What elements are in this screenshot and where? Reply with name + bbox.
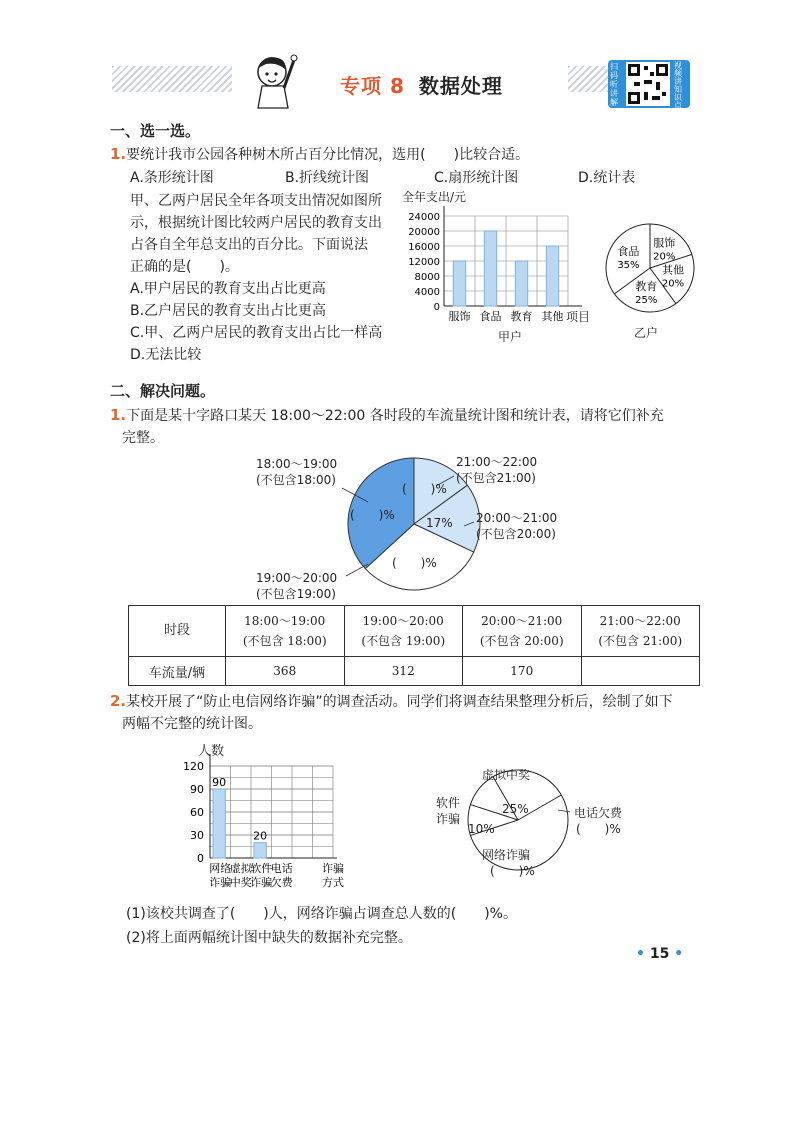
bar: [453, 261, 465, 306]
qr-right-text: 视频讲知识点: [674, 61, 682, 110]
pie1-label-21-22-time: 21:00～22:00: [456, 455, 538, 469]
pie1-label-19-20-note: (不包含19:00): [256, 587, 336, 601]
topic-title: 数据处理: [418, 74, 503, 98]
problem-1-line-2: 完整。: [122, 430, 164, 446]
q2-option-d[interactable]: D.无法比较: [130, 347, 202, 363]
pie1-label-20-21-time: 20:00～21:00: [476, 511, 558, 525]
x-tick-label: 虚拟: [229, 862, 252, 875]
pie1-label-18-19: [256, 456, 337, 488]
dot-icon: •: [636, 946, 645, 962]
problem-1-number: 1.: [110, 406, 127, 424]
table-col-2: [344, 606, 463, 657]
x-tick-label: 其他: [541, 310, 564, 323]
table-col-4-note: (不包含 21:00): [598, 634, 683, 648]
problem-1: [110, 404, 710, 449]
pie2-pct-virtual: 25%: [502, 802, 529, 816]
dot-icon: •: [674, 946, 684, 962]
table-row-label: 车流量/辆: [129, 657, 226, 686]
boy-illustration: [244, 50, 306, 110]
y-tick-label: 30: [190, 829, 204, 842]
pie2-label-software-1: 软件: [436, 796, 461, 810]
jia-ylabel: 全年支出/元: [402, 190, 467, 204]
bar-data-label: 90: [212, 776, 227, 789]
jia-caption: 甲户: [498, 330, 523, 344]
table-col-2-note: (不包含 19:00): [361, 634, 446, 648]
qr-left-text: 扫码听讲解: [610, 62, 618, 107]
question-2-stem: [130, 190, 400, 366]
q2-line-3: 占各自全年总支出的百分比。下面说法: [130, 237, 368, 253]
pie-slice-value: 35%: [617, 260, 640, 272]
bar: [515, 261, 527, 306]
pie2-pct-network[interactable]: ( )%: [490, 864, 535, 878]
sub-question-2: (2)将上面两幅统计图中缺失的数据补充完整。: [126, 930, 412, 946]
x-tick-label: 服饰: [448, 310, 471, 323]
pie2-label-network: 网络诈骗: [482, 848, 531, 862]
pie1-pct-19-20[interactable]: ( )%: [392, 556, 437, 570]
table-cell: 312: [344, 657, 463, 686]
x-tick-label: 教育: [510, 310, 533, 323]
pie1-label-18-19-note: (不包含18:00): [256, 473, 336, 487]
pie-slice-label: 其他: [662, 263, 685, 277]
page-number: [636, 946, 683, 962]
pie1-label-19-20-time: 19:00～20:00: [256, 571, 338, 585]
bar: [484, 231, 496, 306]
bar2-ylabel: 人数: [198, 744, 225, 759]
x-tick-label: 网络: [209, 862, 232, 875]
problem-2-number: 2.: [110, 692, 127, 710]
x-tick-label: 诈骗: [250, 876, 273, 889]
qr-code-image: [626, 62, 670, 106]
x-tick-label: 中奖: [229, 876, 252, 889]
pie2-label-software-2: 诈骗: [436, 812, 461, 826]
bar: [546, 246, 558, 306]
jia-xaxis-label: 项目: [566, 310, 591, 324]
y-tick-label: 0: [433, 302, 440, 313]
q1-option-c[interactable]: C.扇形统计图: [434, 170, 519, 186]
pie1-label-19-20: [256, 570, 337, 602]
table-col-2-time: 19:00～20:00: [362, 614, 444, 628]
pie1-label-20-21-note: (不包含20:00): [476, 527, 556, 541]
y-tick-label: 4000: [414, 287, 440, 298]
x-tick-label: 电话: [270, 862, 293, 875]
table-row: [129, 606, 700, 657]
table-col-3-time: 20:00～21:00: [481, 614, 563, 628]
table-header-label: 时段: [129, 606, 226, 657]
table-col-1-note: (不包含 18:00): [242, 634, 327, 648]
y-tick-label: 120: [183, 760, 204, 773]
y-tick-label: 20000: [408, 227, 440, 238]
pie1-pct-18-19[interactable]: ( )%: [350, 508, 395, 522]
pie-slice-label: 服饰: [653, 236, 676, 250]
unit-label: 专项 8: [340, 74, 405, 98]
y-tick-label: 8000: [414, 272, 440, 283]
x-tick-label: 软件: [250, 862, 273, 875]
x-tick-label: 食品: [479, 310, 502, 323]
q2-option-c[interactable]: C.甲、乙两户居民的教育支出占比一样高: [130, 325, 383, 341]
y-tick-label: 24000: [408, 212, 440, 223]
pie-slice-label: 食品: [617, 245, 640, 259]
pie2-pct-phone[interactable]: ( )%: [576, 822, 621, 836]
table-col-3: [463, 606, 582, 657]
x-tick-label: 欠费: [270, 876, 293, 889]
pie1-label-21-22-note: (不包含21:00): [456, 471, 536, 485]
y-tick-label: 60: [190, 806, 204, 819]
page-number-value: 15: [649, 946, 670, 962]
q2-line-2: 示，根据统计图比较两户居民的教育支出: [130, 215, 382, 231]
pie2-label-virtual: 虚拟中奖: [482, 768, 531, 782]
table-cell: 368: [226, 657, 345, 686]
q1-option-d[interactable]: D.统计表: [578, 170, 636, 186]
problem-2-line-1: 某校开展了“防止电信网络诈骗”的调查活动。同学们将调查结果整理分析后，绘制了如下: [126, 694, 673, 710]
pie1-pct-20-21: 17%: [426, 516, 453, 530]
fraud-pie-chart: [420, 762, 670, 882]
problem-2: [110, 690, 710, 735]
bar: [213, 789, 225, 858]
yi-pie-chart: [598, 218, 702, 342]
pie1-label-20-21: [476, 510, 557, 542]
qr-code-badge[interactable]: [608, 60, 690, 108]
pie-slice-value: 20%: [661, 278, 685, 290]
y-tick-label: 90: [190, 783, 204, 796]
fraud-bar-chart: [176, 740, 396, 900]
q1-option-a[interactable]: A.条形统计图: [130, 170, 214, 186]
x-tick-label: 诈骗: [322, 862, 344, 875]
table-col-1-time: 18:00～19:00: [244, 614, 326, 628]
leader-line: [346, 564, 368, 576]
header-stripe-right: [568, 66, 608, 92]
q2-line-4: 正确的是( )。: [130, 259, 239, 275]
x-tick-label: 诈骗: [209, 876, 232, 889]
x-tick-label: 方式: [322, 876, 344, 889]
section-1-title: 一、选一选。: [110, 122, 201, 140]
traffic-table: [128, 605, 700, 686]
sub-question-1: (1)该校共调查了( )人，网络诈骗占调查总人数的( )%。: [126, 906, 517, 922]
y-tick-label: 12000: [408, 257, 440, 268]
problem-1-line-1: 下面是某十字路口某天 18:00～22:00 各时段的车流量统计图和统计表，请将它们补充: [126, 408, 664, 424]
page-title: [340, 70, 503, 99]
table-row: [129, 657, 700, 686]
bar: [254, 843, 266, 858]
y-tick-label: 0: [197, 852, 204, 865]
table-col-3-note: (不包含 20:00): [479, 634, 564, 648]
y-tick-label: 16000: [408, 242, 440, 253]
bar-data-label: 20: [253, 829, 268, 843]
table-cell: 170: [463, 657, 582, 686]
question-1-text: 要统计我市公园各种树木所占百分比情况，选用( )比较合适。: [126, 147, 530, 163]
q2-option-b[interactable]: B.乙户居民的教育支出占比更高: [130, 303, 327, 319]
question-1: [110, 143, 529, 166]
jia-bar-chart: [398, 188, 608, 348]
q2-option-a[interactable]: A.甲户居民的教育支出占比更高: [130, 281, 326, 297]
pie1-label-21-22: [456, 454, 537, 486]
table-col-4-time: 21:00～22:00: [599, 614, 681, 628]
traffic-pie-chart: [250, 452, 580, 602]
problem-2-line-2: 两幅不完整的统计图。: [122, 716, 262, 732]
pie2-label-phone: 电话欠费: [574, 806, 623, 820]
table-cell-blank[interactable]: [581, 657, 700, 686]
q1-option-b[interactable]: B.折线统计图: [285, 170, 370, 186]
q2-line-1: 甲、乙两户居民全年各项支出情况如图所: [130, 193, 382, 209]
pie1-label-18-19-time: 18:00～19:00: [256, 457, 338, 471]
pie-slice-value: 25%: [635, 294, 658, 306]
pie1-pct-21-22[interactable]: ( )%: [402, 482, 447, 496]
table-col-4: [581, 606, 700, 657]
table-col-1: [226, 606, 345, 657]
pie2-pct-software: 10%: [468, 822, 495, 836]
section-2-title: 二、解决问题。: [110, 382, 216, 400]
pie-slice-label: 教育: [635, 279, 658, 293]
header-stripe-left: [112, 66, 232, 92]
yi-caption: 乙户: [634, 326, 659, 340]
pie-slice-value: 20%: [653, 251, 676, 263]
question-1-number: 1.: [110, 145, 127, 163]
